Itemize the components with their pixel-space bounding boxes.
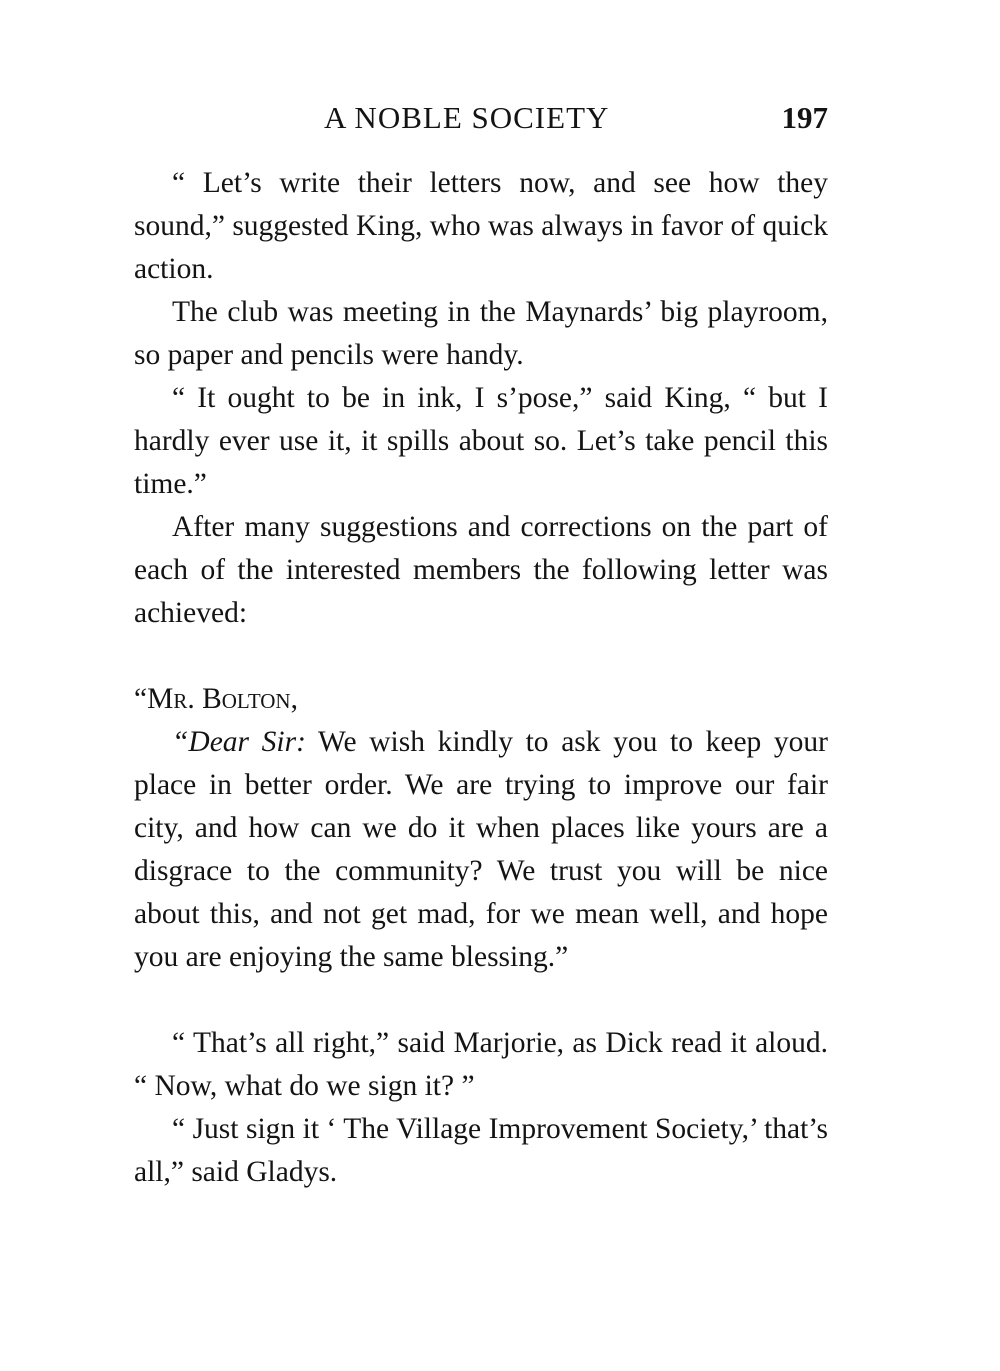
page-number: 197 (781, 100, 828, 135)
paragraph: The club was meeting in the Maynards’ big playroom, so paper and pencils were handy. (134, 296, 828, 371)
page-header (134, 96, 828, 144)
paragraph: “ Just sign it ‘ The Village Improvement Society,’ that’s all,” said Gladys. (134, 1113, 828, 1188)
body-text (134, 162, 828, 1194)
paragraph: “ That’s all right,” said Marjorie, as Dick read it aloud. “ Now, what do we sign it? ” (134, 1027, 828, 1102)
letter-text: We wish kindly to ask you to keep your place in better order. We are trying to improve our fair city, and how can we do it when places like yours are a disgrace to the community? We trust you will be nice about this, and not get mad, for we mean well, and hope you are enjoying the same blessing.” (134, 726, 828, 973)
paragraph: After many suggestions and corrections on the part of each of the interested members the following letter was achieved: (134, 511, 828, 629)
paragraph: “ Let’s write their letters now, and see how they sound,” suggested King, who was always in favor of quick action. (134, 167, 828, 285)
letter-salutation (134, 678, 828, 721)
salutation-quote: “ (134, 683, 148, 715)
closing-section (134, 1022, 828, 1194)
letter (134, 678, 828, 979)
letter-greeting: “Dear Sir: (172, 726, 306, 758)
letter-body (134, 721, 828, 979)
running-head: A NOBLE SOCIETY (324, 100, 610, 135)
salutation-name: Mr. Bolton, (147, 683, 298, 715)
paragraph: “ It ought to be in ink, I s’pose,” said King, “ but I hardly ever use it, it spills about so. Let’s take pencil this time.” (134, 382, 828, 500)
